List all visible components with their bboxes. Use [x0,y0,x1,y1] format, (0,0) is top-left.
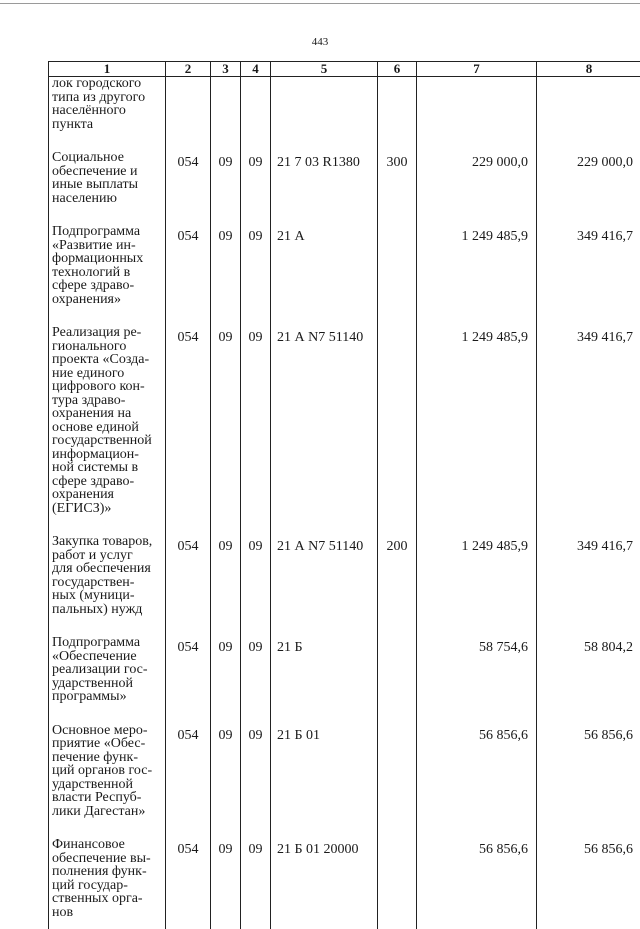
cell-amount-2: 349 416,7 [537,535,640,636]
row-name: Социальное обеспечение и иные выплаты населению [49,151,166,225]
col-header-7: 7 [417,62,537,77]
cell-target-code: 21 А N7 51140 [271,535,378,636]
cell-amount-2: 229 000,0 [537,151,640,225]
col-header-6: 6 [378,62,417,77]
page-number: 443 [0,36,640,48]
cell-expense-type [378,326,417,535]
col-header-2: 2 [166,62,211,77]
cell-amount-1: 1 249 485,9 [417,225,537,326]
budget-table [48,61,640,929]
cell-section: 09 [211,724,241,839]
cell-section: 09 [211,225,241,326]
cell-ministry: 054 [166,225,211,326]
table-row [49,838,640,929]
cell-section: 09 [211,636,241,724]
cell-amount-1: 56 856,6 [417,724,537,839]
cell-expense-type [378,77,417,152]
cell-subsection: 09 [241,724,271,839]
cell-amount-2: 56 856,6 [537,838,640,929]
cell-target-code: 21 А N7 51140 [271,326,378,535]
table-row [49,77,640,152]
col-header-3: 3 [211,62,241,77]
cell-amount-2: 349 416,7 [537,326,640,535]
table-row [49,326,640,535]
cell-section: 09 [211,326,241,535]
header-row [49,62,640,77]
col-header-8: 8 [537,62,640,77]
table-row [49,225,640,326]
cell-target-code: 21 А [271,225,378,326]
cell-target-code [271,77,378,152]
col-header-5: 5 [271,62,378,77]
cell-ministry: 054 [166,838,211,929]
cell-ministry: 054 [166,724,211,839]
cell-ministry [166,77,211,152]
table-row [49,535,640,636]
cell-expense-type [378,225,417,326]
cell-target-code: 21 Б 01 20000 [271,838,378,929]
row-name: Финансовое обеспечение вы- полнения функ- ций государ- ственных орга- нов [49,838,166,929]
col-header-4: 4 [241,62,271,77]
row-name: Закупка товаров, работ и услуг для обеспечения государствен- ных (муници- пальных) нужд [49,535,166,636]
cell-ministry: 054 [166,535,211,636]
cell-amount-1 [417,77,537,152]
cell-amount-1: 56 856,6 [417,838,537,929]
cell-expense-type: 200 [378,535,417,636]
cell-subsection: 09 [241,535,271,636]
row-name: Подпрограмма «Развитие ин- формационных технологий в сфере здраво- охранения» [49,225,166,326]
cell-expense-type [378,838,417,929]
cell-target-code: 21 Б [271,636,378,724]
cell-amount-1: 1 249 485,9 [417,535,537,636]
cell-amount-2: 56 856,6 [537,724,640,839]
cell-section: 09 [211,151,241,225]
cell-section: 09 [211,838,241,929]
cell-ministry: 054 [166,636,211,724]
cell-ministry: 054 [166,151,211,225]
cell-subsection: 09 [241,636,271,724]
cell-amount-1: 58 754,6 [417,636,537,724]
table-row [49,636,640,724]
cell-amount-1: 1 249 485,9 [417,326,537,535]
row-name: лок городского типа из другого населённого пункта [49,77,166,152]
table-row [49,724,640,839]
cell-subsection: 09 [241,838,271,929]
cell-subsection [241,77,271,152]
cell-expense-type [378,724,417,839]
cell-amount-2: 349 416,7 [537,225,640,326]
col-header-1: 1 [49,62,166,77]
cell-target-code: 21 Б 01 [271,724,378,839]
cell-amount-1: 229 000,0 [417,151,537,225]
cell-target-code: 21 7 03 R1380 [271,151,378,225]
cell-amount-2 [537,77,640,152]
cell-expense-type [378,636,417,724]
table-row [49,151,640,225]
cell-section [211,77,241,152]
row-name: Основное меро- приятие «Обес- печение функ- ций органов гос- ударственной власти Респуб- лики Дагестан» [49,724,166,839]
row-name: Подпрограмма «Обеспечение реализации гос- ударственной программы» [49,636,166,724]
cell-expense-type: 300 [378,151,417,225]
cell-section: 09 [211,535,241,636]
cell-amount-2: 58 804,2 [537,636,640,724]
cell-ministry: 054 [166,326,211,535]
cell-subsection: 09 [241,151,271,225]
cell-subsection: 09 [241,326,271,535]
row-name: Реализация ре- гионального проекта «Созда- ние единого цифрового кон- тура здраво- охранения на основе единой государственной информацион- ной системы в сфере здраво- охранения (ЕГИСЗ)» [49,326,166,535]
top-rule [0,3,640,4]
cell-subsection: 09 [241,225,271,326]
